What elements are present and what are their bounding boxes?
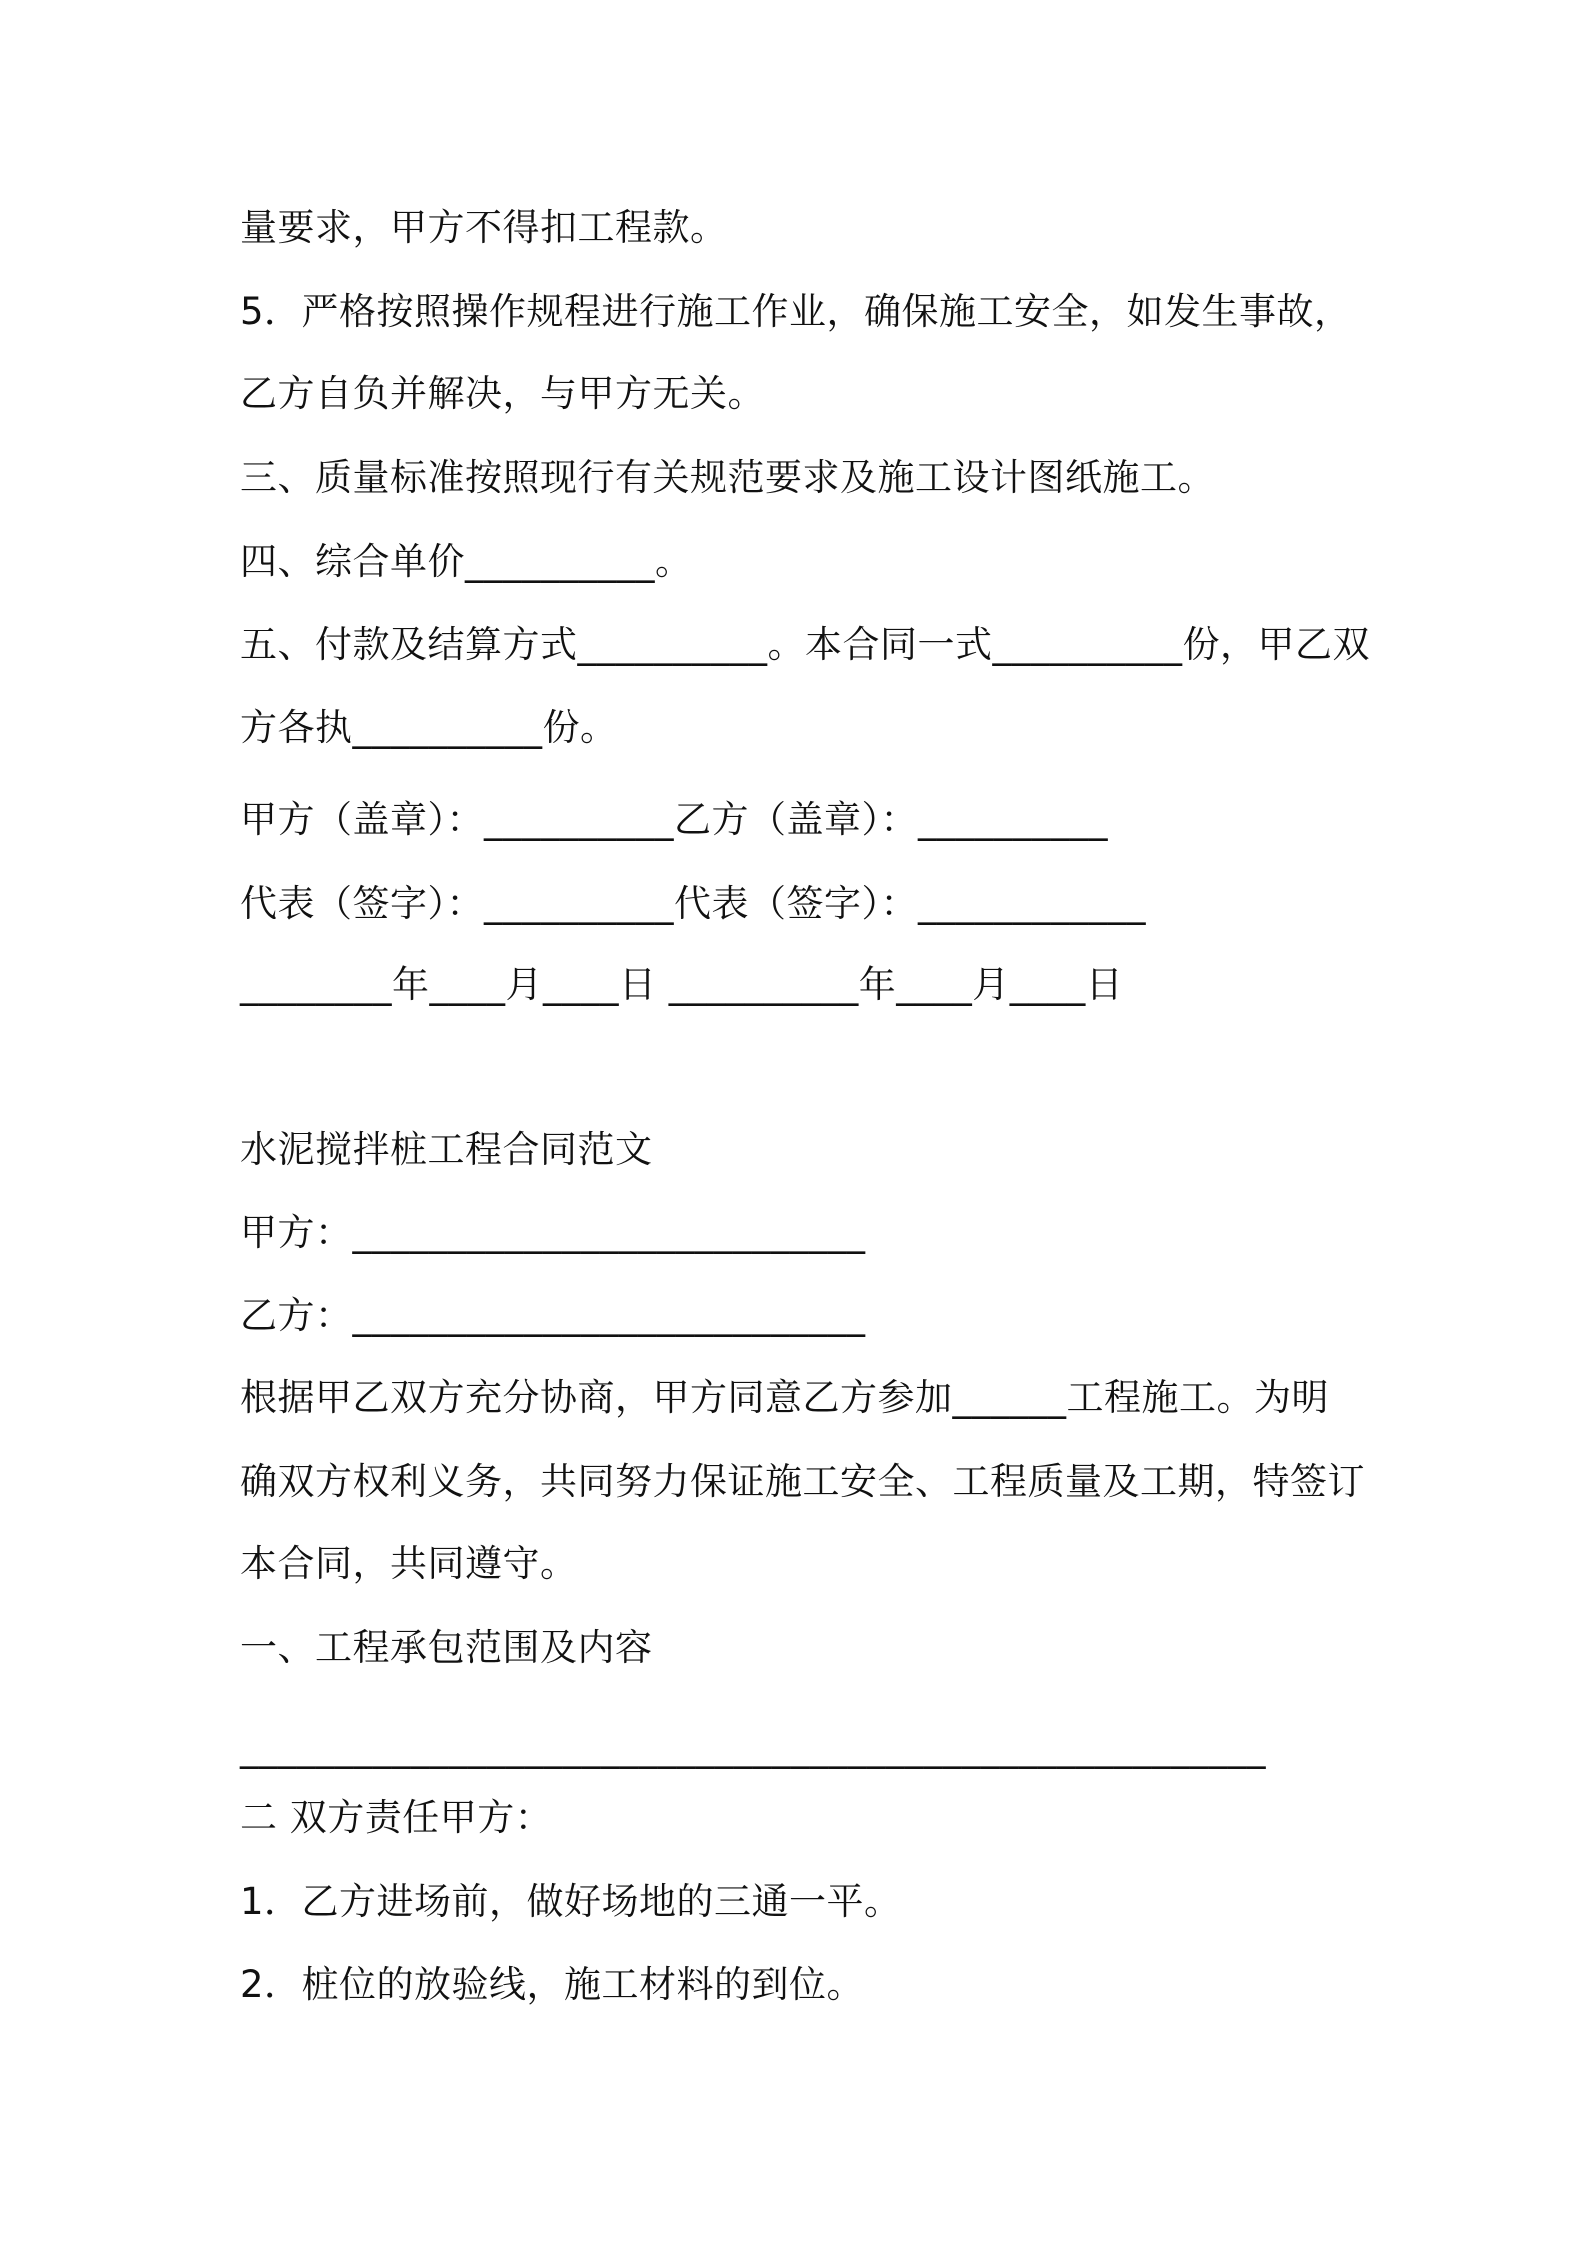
- text-line: 本合同，共同遵守。: [240, 1542, 578, 1585]
- text-line: 确双方权利义务，共同努力保证施工安全、工程质量及工期，特签订: [240, 1460, 1365, 1503]
- section-heading: 二 双方责任甲方：: [240, 1796, 553, 1839]
- signature-representative-line: 代表（签字）：__________代表（签字）：____________: [240, 882, 1146, 925]
- blank-line: ______________________________________________________: [240, 1726, 1266, 1769]
- text-line: 四、综合单价__________。: [240, 540, 693, 583]
- signature-date-line: ________年____月____日 __________年____月____日: [240, 963, 1124, 1006]
- text-line: 三、质量标准按照现行有关规范要求及施工设计图纸施工。: [240, 456, 1215, 499]
- text-line: 根据甲乙双方充分协商，甲方同意乙方参加______工程施工。为明: [240, 1376, 1329, 1419]
- text-line: 方各执__________份。: [240, 706, 618, 749]
- party-a-line: 甲方：___________________________: [240, 1211, 866, 1254]
- text-line: 乙方自负并解决，与甲方无关。: [240, 372, 765, 415]
- text-line: 五、付款及结算方式__________。本合同一式__________份，甲乙双: [240, 623, 1370, 666]
- document-title: 水泥搅拌桩工程合同范文: [240, 1128, 653, 1171]
- section-heading: 一、工程承包范围及内容: [240, 1626, 653, 1669]
- party-b-line: 乙方：___________________________: [240, 1294, 866, 1337]
- text-line: 5．严格按照操作规程进行施工作业，确保施工安全，如发生事故，: [240, 290, 1352, 333]
- list-item: 2．桩位的放验线，施工材料的到位。: [240, 1963, 865, 2006]
- signature-party-line: 甲方（盖章）：__________乙方（盖章）：__________: [240, 798, 1108, 841]
- list-item: 1．乙方进场前，做好场地的三通一平。: [240, 1880, 902, 1923]
- text-line: 量要求，甲方不得扣工程款。: [240, 206, 728, 249]
